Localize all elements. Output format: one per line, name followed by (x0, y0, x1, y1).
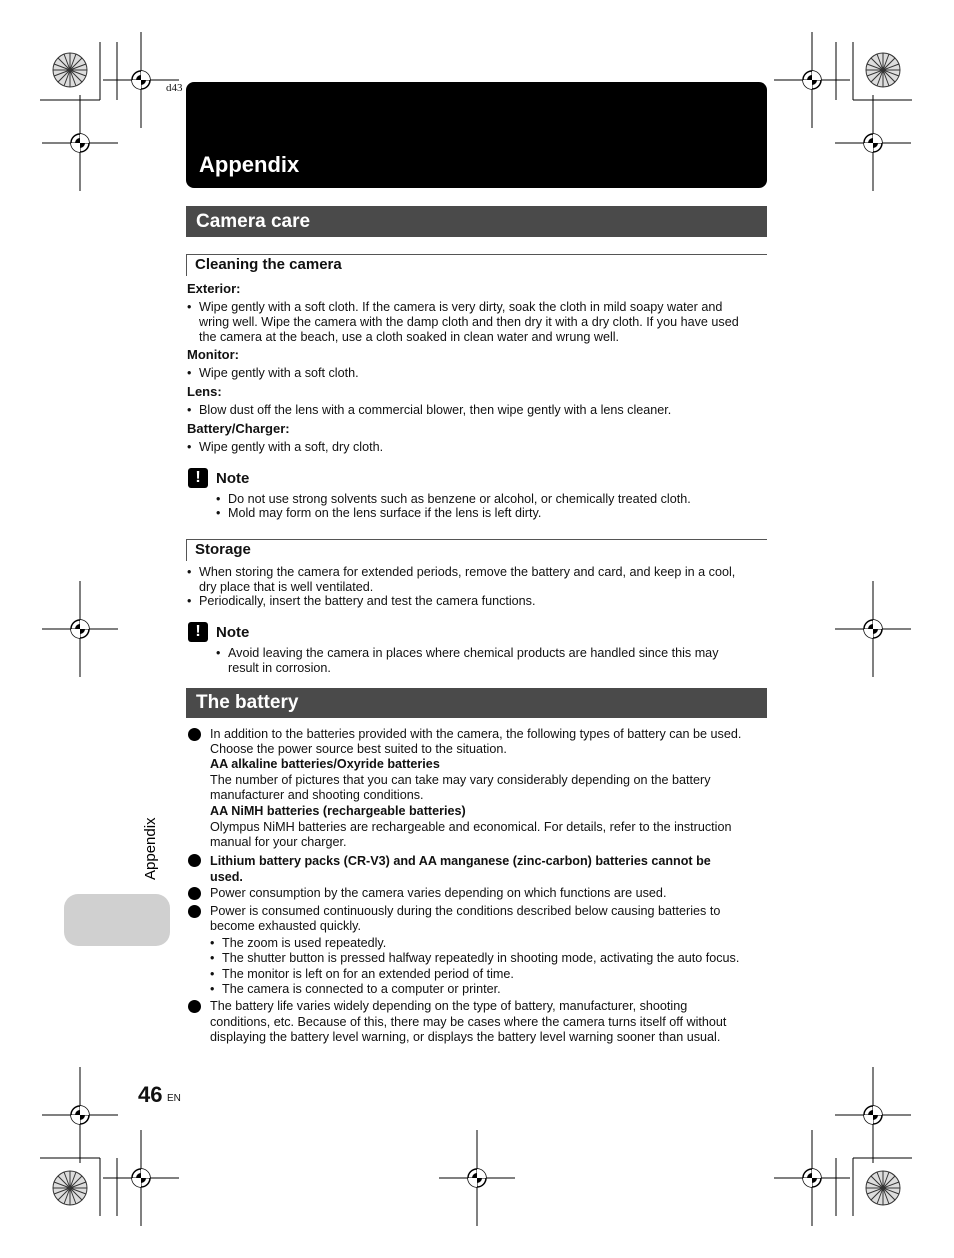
battery-paragraph-1: In addition to the batteries provided with the camera, the following types of battery can be used. Choose the power source best suited to the situation. AA alkaline batteries/Oxyride batteries The number of pictures that you can take may vary considerably depending on the battery manufacturer and shooting conditions. AA NiMH batteries (rechargeable batteries) Olympus NiMH batteries are rechargeable and economical. For details, refer to the instruction manual for your charger. (210, 727, 767, 850)
side-tab-label: Appendix (142, 817, 159, 880)
bullet-icon (188, 905, 201, 918)
section-title: The battery (196, 692, 299, 713)
section-camera-care (186, 206, 767, 237)
bullet-icon (188, 728, 201, 741)
aa-alkaline-heading: AA alkaline batteries/Oxyride batteries (210, 757, 440, 771)
battery-paragraph-4: Power is consumed continuously during the conditions described below causing batteries to become exhausted quickly. (210, 904, 721, 933)
battery-paragraph-5: The battery life varies widely depending on the type of battery, manufacturer, shooting conditions, etc. Because of this, there may be cases where the camera turns itself off without displaying the battery level warning, or displays the battery level warning sooner than usual. (210, 999, 727, 1044)
monitor-label: Monitor: (187, 347, 239, 362)
section-title: Camera care (196, 211, 311, 232)
page-language: EN (167, 1093, 181, 1104)
chapter-title: Appendix (199, 152, 300, 177)
exterior-label: Exterior: (187, 281, 241, 296)
bullet-icon (188, 1000, 201, 1013)
battery-paragraph-3: Power consumption by the camera varies depending on which functions are used. (210, 886, 667, 900)
caution-icon: ! (188, 622, 208, 642)
bullet-icon (188, 887, 201, 900)
bullet-icon (188, 854, 201, 867)
section-the-battery (186, 688, 767, 718)
aa-nimh-heading: AA NiMH batteries (rechargeable batteries) (210, 804, 466, 818)
caution-icon: ! (188, 468, 208, 488)
subheading-storage: Storage (186, 539, 767, 561)
subheading-cleaning: Cleaning the camera (186, 254, 767, 276)
page-number: 46 (138, 1082, 163, 1107)
battery-paragraph-2: Lithium battery packs (CR-V3) and AA manganese (zinc-carbon) batteries cannot be used. (210, 854, 711, 884)
lens-label: Lens: (187, 384, 222, 399)
battery-charger-label: Battery/Charger: (187, 421, 290, 436)
file-id: d43 (166, 82, 183, 94)
chapter-banner (186, 82, 767, 188)
side-tab (64, 894, 170, 946)
